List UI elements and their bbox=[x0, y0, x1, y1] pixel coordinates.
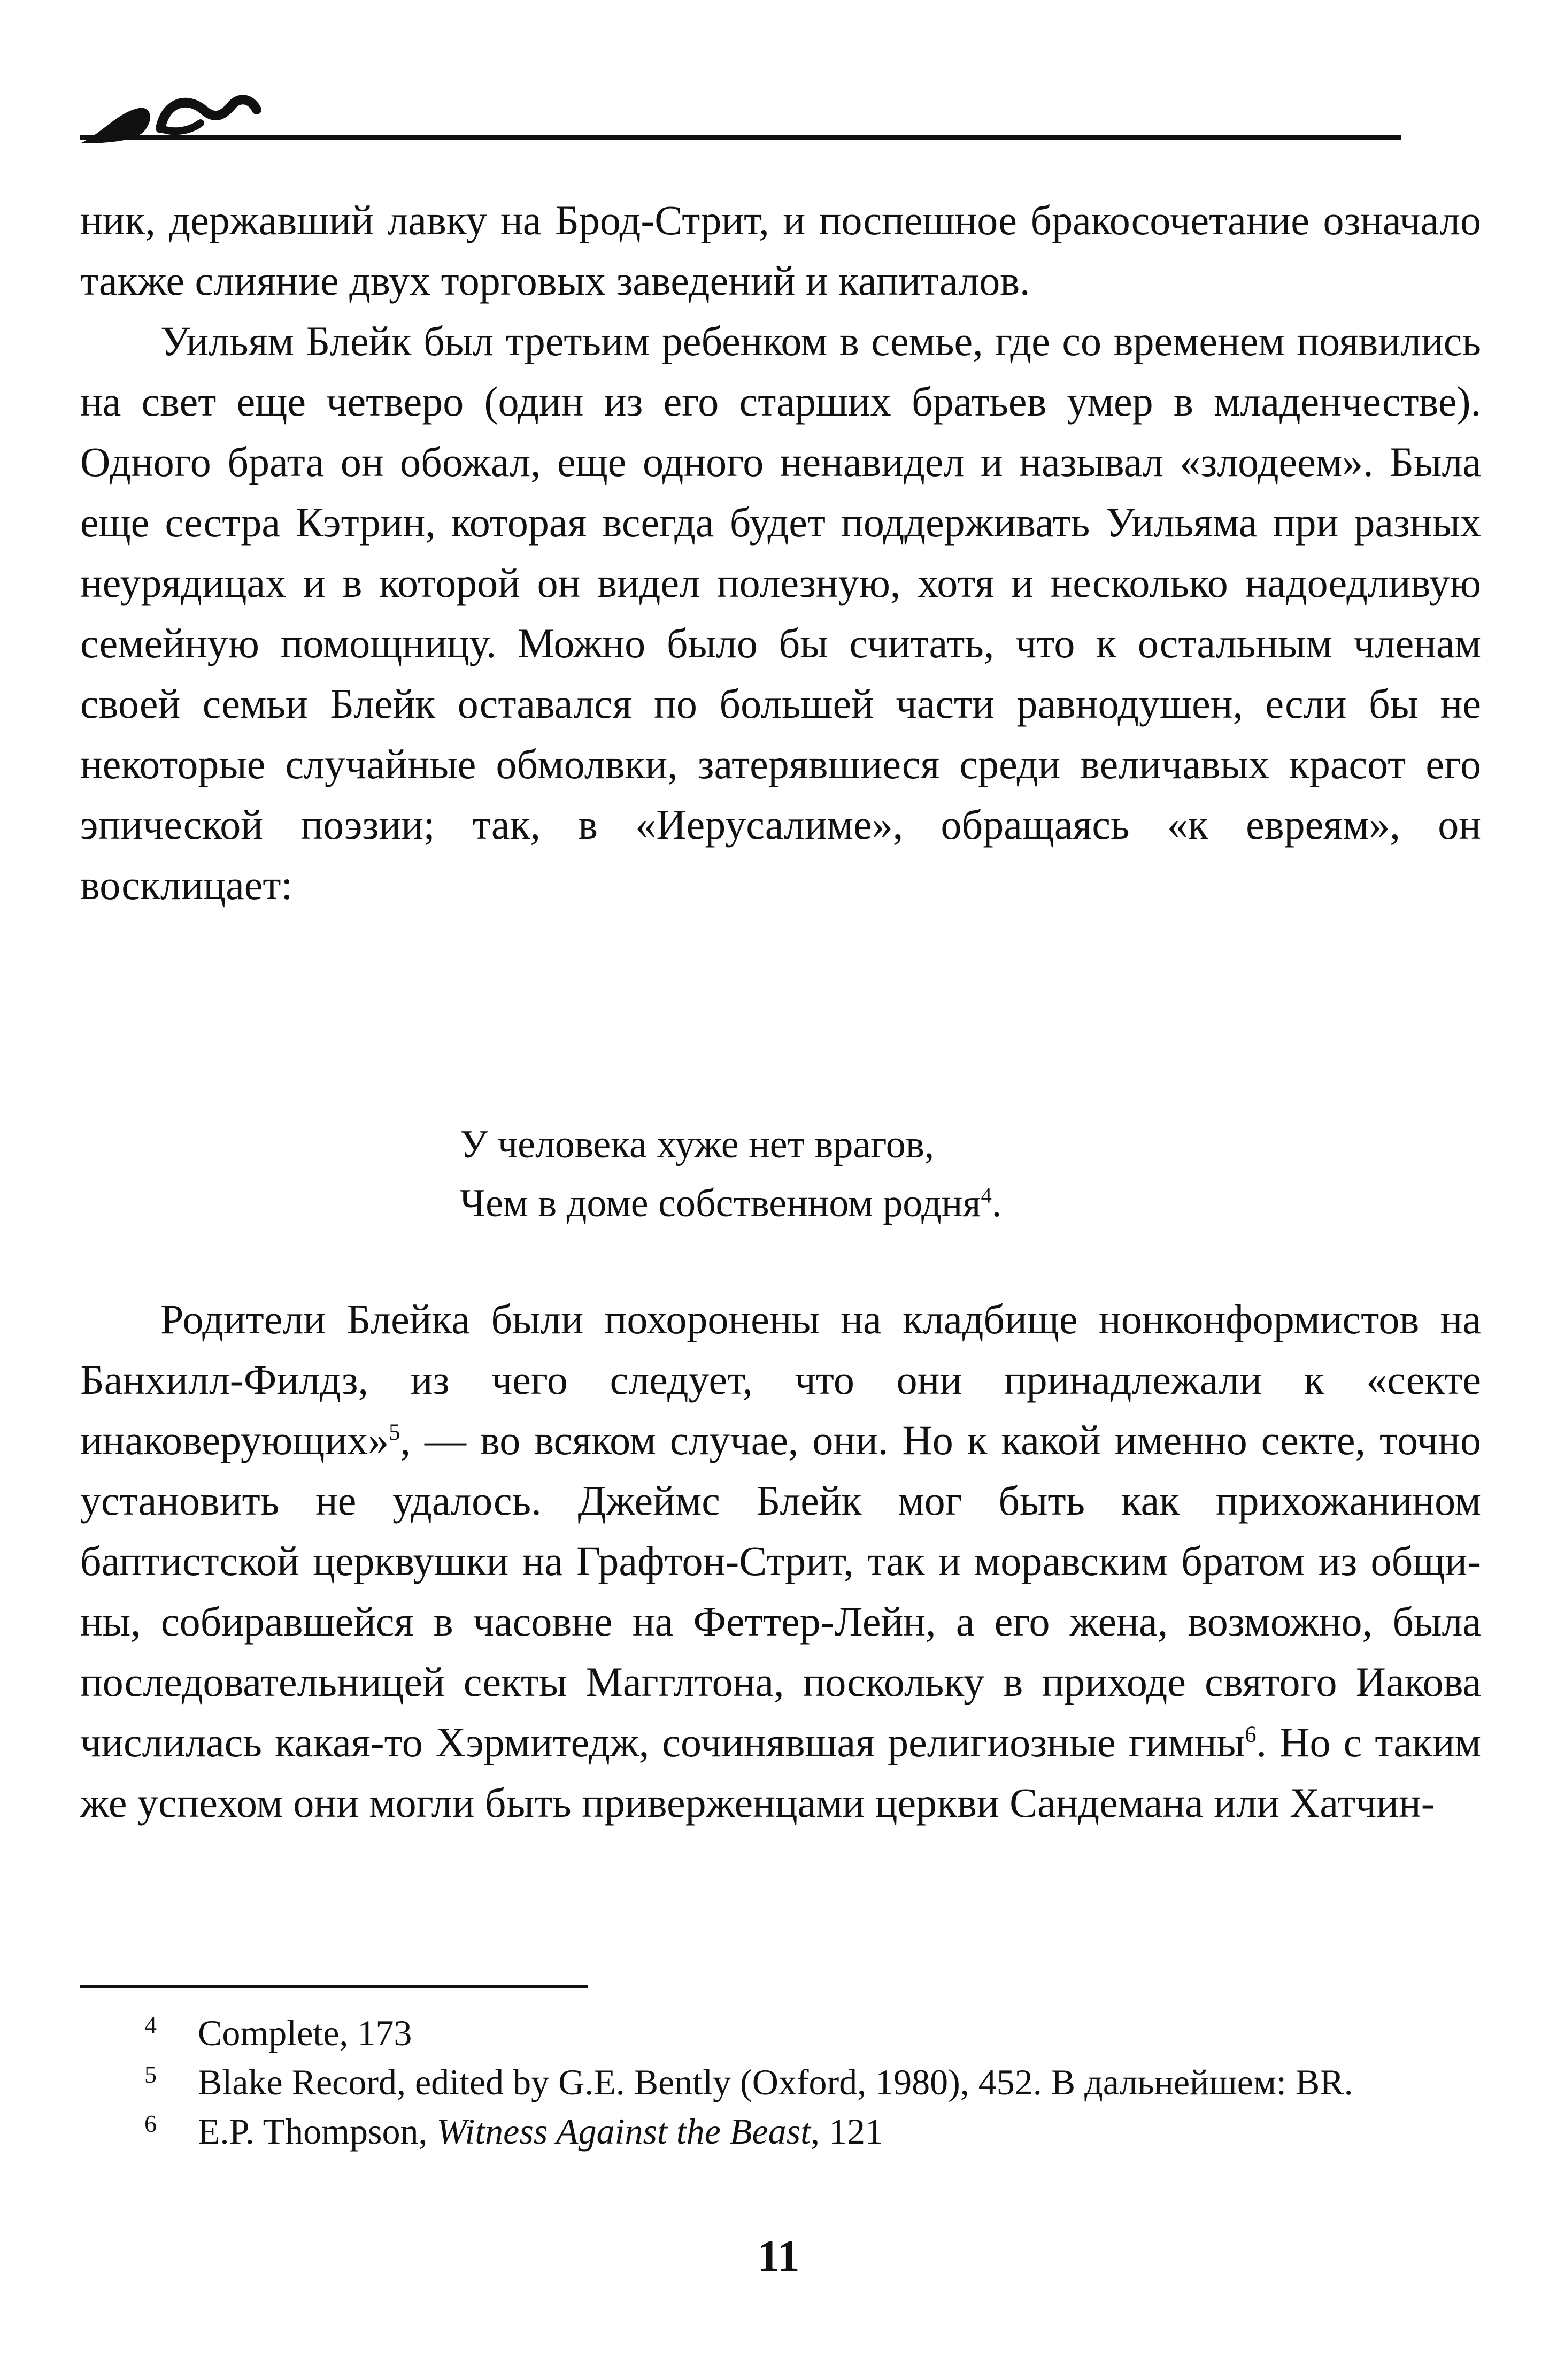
footnote-mark: 5 bbox=[144, 2061, 157, 2088]
paragraph-continuation: ник, державший лавку на Брод-Стрит, и поспешное бракосочетание означало также слияние двух торговых заведений и капиталов. bbox=[80, 197, 1481, 304]
footnote-ref-5: 5 bbox=[389, 1420, 400, 1445]
header-rule bbox=[80, 135, 1401, 140]
footnote-text-title: Witness Against the Beast bbox=[436, 2111, 811, 2152]
poem-line-2 bbox=[460, 1174, 1001, 1233]
footnote-separator bbox=[80, 1985, 588, 1988]
page-number: 11 bbox=[757, 2231, 800, 2281]
footnote-ref-4: 4 bbox=[981, 1183, 992, 1208]
poem-line-2-text: Чем в доме собственном родня bbox=[460, 1181, 981, 1225]
paragraph-parents-part-3: . Но с таким же успехом они могли быть приверженцами церкви Сандемана или Хатчин- bbox=[80, 1719, 1481, 1826]
footnotes bbox=[80, 2008, 1481, 2156]
footnote-6 bbox=[80, 2107, 1481, 2156]
footnote-mark: 6 bbox=[144, 2110, 157, 2137]
poem-line-2-end: . bbox=[991, 1181, 1002, 1225]
paragraph-parents-part-1: Родители Блейка были похоронены на кладбище нонконформистов на Банхилл-Филдз, из чего следует, что они принадлежали к «секте инаковерующих» bbox=[80, 1296, 1481, 1463]
paragraph-blake-family: Уильям Блейк был третьим ребенком в семье, где со временем появились на свет еще четверо (один из его старших братьев умер в младенчестве). Одного брата он обожал, еще одного ненавидел и называл «злодеем». Была еще сестра Кэтрин, которая всегда будет поддерживать Уильяма при разных неурядицах и в которой он видел полезную, хотя и несколько надоедливую семейную помощницу. Можно было бы считать, что к остальным членам своей семьи Блейк оставался по большей части равнодушен, если бы не некоторые случайные обмолвки, затерявшиеся среди величавых красот его эпической поэзии; так, в «Иерусалиме», обращаясь «к евреям», он восклицает: bbox=[80, 318, 1481, 908]
paragraph-parents bbox=[80, 1289, 1481, 1833]
footnote-text-page: , 121 bbox=[810, 2111, 883, 2152]
poem-line-1: У человека хуже нет врагов, bbox=[460, 1123, 935, 1166]
main-text-bottom bbox=[80, 1289, 1481, 1833]
footnote-text-author: E.P. Thompson, bbox=[198, 2111, 437, 2152]
poem-quote bbox=[460, 1115, 1001, 1233]
footnote-5 bbox=[80, 2057, 1481, 2107]
footnote-text: Complete, 173 bbox=[198, 2013, 412, 2053]
footnote-4 bbox=[80, 2008, 1481, 2057]
footnote-ref-6: 6 bbox=[1245, 1722, 1257, 1747]
footnote-text: Blake Record, edited by G.E. Bently (Oxford, 1980), 452. В дальнейшем: BR. bbox=[198, 2062, 1353, 2102]
footnote-mark: 4 bbox=[144, 2012, 157, 2039]
paragraph-parents-part-2: , — во всяком случае, они. Но к какой именно секте, точно установить не удалось. Джеймс Блейк мог быть как прихожанином баптистской церквушки на Графтон-Стрит, так и моравским братом из общины, собиравшейся в часовне на Феттер-Лейн, а его жена, возможно, была последовательницей секты Магглтона, поскольку в приходе святого Иакова числилась какая-то Хэрмитедж, сочинявшая религиозные гимны bbox=[80, 1417, 1481, 1765]
main-text-top bbox=[80, 190, 1481, 915]
